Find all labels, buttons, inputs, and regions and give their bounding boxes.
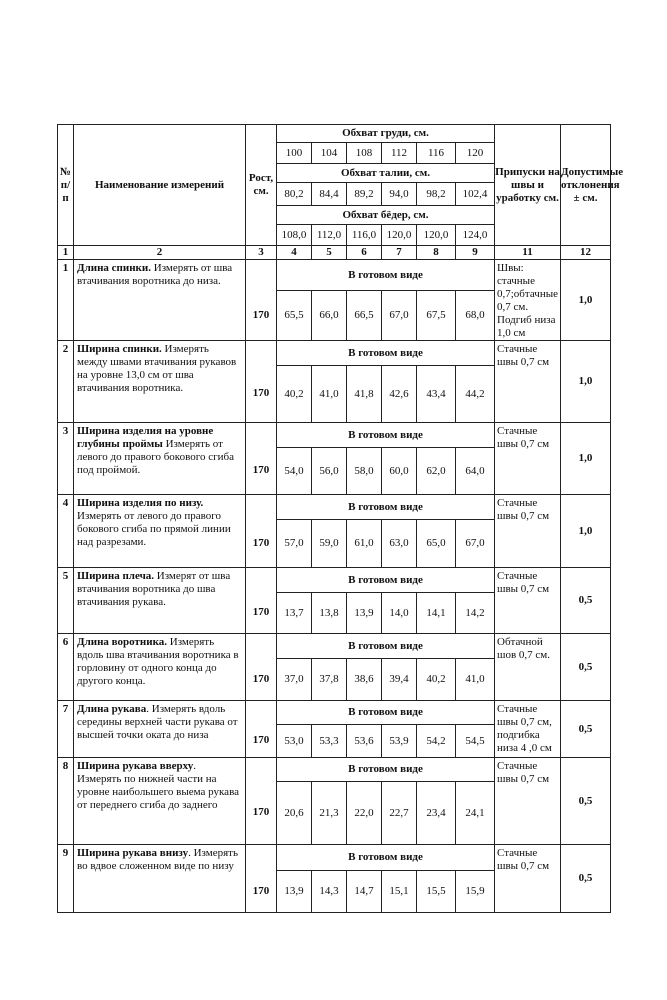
growth-value: 170 <box>246 782 277 845</box>
table-row <box>58 845 611 871</box>
size-value: 41,0 <box>312 366 347 423</box>
growth-spacer <box>246 701 277 725</box>
measurement-name <box>74 423 246 495</box>
tolerance-value: 0,5 <box>561 758 611 845</box>
measurement-title: Ширина рукава вверху <box>77 760 194 772</box>
size-value: 67,5 <box>417 291 456 341</box>
growth-value: 170 <box>246 366 277 423</box>
size-value: 14,7 <box>347 871 382 913</box>
measurement-name <box>74 495 246 568</box>
measurement-title: Длина воротника. <box>77 636 168 648</box>
waist-value: 80,2 <box>277 183 312 206</box>
measurement-title: Ширина изделия на уровне глубины проймы <box>77 425 214 450</box>
allowance-note: Стачные швы 0,7 см <box>495 845 561 913</box>
size-value: 43,4 <box>417 366 456 423</box>
size-value: 64,0 <box>456 448 495 495</box>
measurement-description: . Измерять вдоль середины верхней части рукава от высшей точки оката до низа <box>77 703 238 741</box>
size-value: 15,9 <box>456 871 495 913</box>
growth-value: 170 <box>246 291 277 341</box>
growth-spacer <box>246 341 277 366</box>
size-value: 42,6 <box>382 366 417 423</box>
growth-spacer <box>246 634 277 659</box>
allowance-note: Стачные швы 0,7 см <box>495 568 561 634</box>
row-number: 1 <box>58 260 74 341</box>
header-allowance: Припуски на швы и уработку см. <box>495 125 561 246</box>
ready-label: В готовом виде <box>277 845 495 871</box>
size-value: 53,3 <box>312 725 347 758</box>
size-value: 66,5 <box>347 291 382 341</box>
chest-value: 104 <box>312 143 347 164</box>
measurement-title: Ширина спинки. <box>77 343 162 355</box>
size-value: 66,0 <box>312 291 347 341</box>
row-number: 8 <box>58 758 74 845</box>
growth-spacer <box>246 495 277 520</box>
row-number: 4 <box>58 495 74 568</box>
size-value: 54,5 <box>456 725 495 758</box>
measurement-description: . Измерять по нижней части на уровне наибольшего выема рукава от переднего сгиба до заднего <box>77 760 239 811</box>
size-value: 53,0 <box>277 725 312 758</box>
column-number: 9 <box>456 246 495 260</box>
row-number: 5 <box>58 568 74 634</box>
table-row <box>58 495 611 520</box>
size-value: 54,2 <box>417 725 456 758</box>
chest-value: 112 <box>382 143 417 164</box>
size-value: 39,4 <box>382 659 417 701</box>
header-num: № п/п <box>58 125 74 246</box>
measurement-description: Измерять от шва втачивания воротника до низа. <box>77 262 233 287</box>
hips-value: 120,0 <box>417 225 456 246</box>
size-value: 54,0 <box>277 448 312 495</box>
measurement-name <box>74 758 246 845</box>
tolerance-value: 0,5 <box>561 845 611 913</box>
growth-spacer <box>246 260 277 291</box>
tolerance-value: 1,0 <box>561 260 611 341</box>
ready-label: В готовом виде <box>277 341 495 366</box>
measurement-name <box>74 341 246 423</box>
size-value: 21,3 <box>312 782 347 845</box>
size-value: 24,1 <box>456 782 495 845</box>
ready-label: В готовом виде <box>277 495 495 520</box>
ready-label: В готовом виде <box>277 423 495 448</box>
size-value: 67,0 <box>456 520 495 568</box>
column-number: 8 <box>417 246 456 260</box>
column-number: 3 <box>246 246 277 260</box>
hips-value: 112,0 <box>312 225 347 246</box>
size-value: 60,0 <box>382 448 417 495</box>
waist-value: 102,4 <box>456 183 495 206</box>
tolerance-value: 0,5 <box>561 568 611 634</box>
ready-label: В готовом виде <box>277 260 495 291</box>
allowance-note: Стачные швы 0,7 см <box>495 423 561 495</box>
size-value: 57,0 <box>277 520 312 568</box>
growth-spacer <box>246 845 277 871</box>
size-value: 22,0 <box>347 782 382 845</box>
waist-value: 89,2 <box>347 183 382 206</box>
allowance-note: Стачные швы 0,7 см <box>495 758 561 845</box>
header-hips: Обхват бёдер, см. <box>277 206 495 225</box>
table-row <box>58 701 611 725</box>
tolerance-value: 1,0 <box>561 495 611 568</box>
chest-value: 108 <box>347 143 382 164</box>
measurement-title: Ширина рукава внизу <box>77 847 189 859</box>
size-value: 67,0 <box>382 291 417 341</box>
size-value: 20,6 <box>277 782 312 845</box>
table-row <box>58 423 611 448</box>
measurement-name <box>74 634 246 701</box>
measurement-description: Измерят от шва втачивания воротника до шва втачивания рукава. <box>77 570 231 608</box>
waist-value: 98,2 <box>417 183 456 206</box>
size-value: 14,0 <box>382 593 417 634</box>
size-value: 13,8 <box>312 593 347 634</box>
growth-value: 170 <box>246 448 277 495</box>
size-value: 14,1 <box>417 593 456 634</box>
allowance-note: Швы: стачные 0,7;обтачные 0,7 см. Подгиб низа 1,0 см <box>495 260 561 341</box>
growth-value: 170 <box>246 871 277 913</box>
ready-label: В готовом виде <box>277 701 495 725</box>
ready-label: В готовом виде <box>277 758 495 782</box>
column-number: 7 <box>382 246 417 260</box>
column-number: 12 <box>561 246 611 260</box>
tolerance-value: 1,0 <box>561 423 611 495</box>
header-tolerance: Допустимые отклонения ± см. <box>561 125 611 246</box>
allowance-note: Обтачной шов 0,7 см. <box>495 634 561 701</box>
row-number: 3 <box>58 423 74 495</box>
growth-value: 170 <box>246 659 277 701</box>
column-number: 5 <box>312 246 347 260</box>
size-value: 38,6 <box>347 659 382 701</box>
measurement-title: Длина спинки. <box>77 262 151 274</box>
size-value: 61,0 <box>347 520 382 568</box>
growth-spacer <box>246 758 277 782</box>
size-value: 37,8 <box>312 659 347 701</box>
size-value: 41,8 <box>347 366 382 423</box>
size-value: 14,3 <box>312 871 347 913</box>
chest-value: 116 <box>417 143 456 164</box>
row-number: 9 <box>58 845 74 913</box>
size-value: 15,1 <box>382 871 417 913</box>
size-value: 40,2 <box>277 366 312 423</box>
measurement-description: Измерять вдоль шва втачивания воротника в горловину от одного конца до другого конца. <box>77 636 239 687</box>
hips-value: 116,0 <box>347 225 382 246</box>
measurement-table <box>57 124 624 913</box>
measurement-description: Измерять от левого до правого бокового сгиба под проймой. <box>77 438 234 476</box>
header-chest: Обхват груди, см. <box>277 125 495 143</box>
ready-label: В готовом виде <box>277 634 495 659</box>
size-value: 41,0 <box>456 659 495 701</box>
header-name: Наименование измерений <box>74 125 246 246</box>
size-value: 23,4 <box>417 782 456 845</box>
size-value: 40,2 <box>417 659 456 701</box>
column-number: 1 <box>58 246 74 260</box>
size-value: 22,7 <box>382 782 417 845</box>
size-value: 65,0 <box>417 520 456 568</box>
table-row <box>58 568 611 593</box>
measurement-description: . Измерять во вдвое сложенном виде по низу <box>77 847 238 872</box>
measurement-name <box>74 568 246 634</box>
measurement-name <box>74 260 246 341</box>
measurement-title: Ширина изделия по низу. <box>77 497 204 509</box>
allowance-note: Стачные швы 0,7 см <box>495 495 561 568</box>
column-number: 6 <box>347 246 382 260</box>
size-value: 62,0 <box>417 448 456 495</box>
growth-value: 170 <box>246 593 277 634</box>
row-number: 7 <box>58 701 74 758</box>
size-value: 14,2 <box>456 593 495 634</box>
header-waist: Обхват талии, см. <box>277 164 495 183</box>
size-value: 13,7 <box>277 593 312 634</box>
hips-value: 124,0 <box>456 225 495 246</box>
column-number: 2 <box>74 246 246 260</box>
allowance-note: Стачные швы 0,7 см, подгибка низа 4 ,0 см <box>495 701 561 758</box>
growth-value: 170 <box>246 520 277 568</box>
size-value: 68,0 <box>456 291 495 341</box>
measurement-description: Измерять от левого до правого бокового сгиба по прямой линии над разрезами. <box>77 510 231 548</box>
size-value: 13,9 <box>277 871 312 913</box>
growth-value: 170 <box>246 725 277 758</box>
size-value: 65,5 <box>277 291 312 341</box>
row-number: 6 <box>58 634 74 701</box>
table-row <box>58 341 611 366</box>
chest-value: 120 <box>456 143 495 164</box>
size-value: 53,6 <box>347 725 382 758</box>
size-value: 13,9 <box>347 593 382 634</box>
size-value: 15,5 <box>417 871 456 913</box>
column-number: 11 <box>495 246 561 260</box>
measurement-title: Длина рукава <box>77 703 147 715</box>
size-value: 59,0 <box>312 520 347 568</box>
hips-value: 120,0 <box>382 225 417 246</box>
tolerance-value: 0,5 <box>561 634 611 701</box>
size-value: 56,0 <box>312 448 347 495</box>
tolerance-value: 1,0 <box>561 341 611 423</box>
ready-label: В готовом виде <box>277 568 495 593</box>
growth-spacer <box>246 423 277 448</box>
header-growth: Рост, см. <box>246 125 277 246</box>
growth-spacer <box>246 568 277 593</box>
measurement-description: Измерять между швами втачивания рукавов на уровне 13,0 см от шва втачивания воротника. <box>77 343 237 394</box>
size-value: 53,9 <box>382 725 417 758</box>
size-value: 44,2 <box>456 366 495 423</box>
hips-value: 108,0 <box>277 225 312 246</box>
waist-value: 94,0 <box>382 183 417 206</box>
table-row <box>58 260 611 291</box>
table-row <box>58 758 611 782</box>
measurement-name <box>74 845 246 913</box>
waist-value: 84,4 <box>312 183 347 206</box>
tolerance-value: 0,5 <box>561 701 611 758</box>
measurement-name <box>74 701 246 758</box>
column-number: 4 <box>277 246 312 260</box>
row-number: 2 <box>58 341 74 423</box>
chest-value: 100 <box>277 143 312 164</box>
size-value: 58,0 <box>347 448 382 495</box>
measurement-title: Ширина плеча. <box>77 570 155 582</box>
allowance-note: Стачные швы 0,7 см <box>495 341 561 423</box>
size-value: 63,0 <box>382 520 417 568</box>
size-value: 37,0 <box>277 659 312 701</box>
table-row <box>58 634 611 659</box>
